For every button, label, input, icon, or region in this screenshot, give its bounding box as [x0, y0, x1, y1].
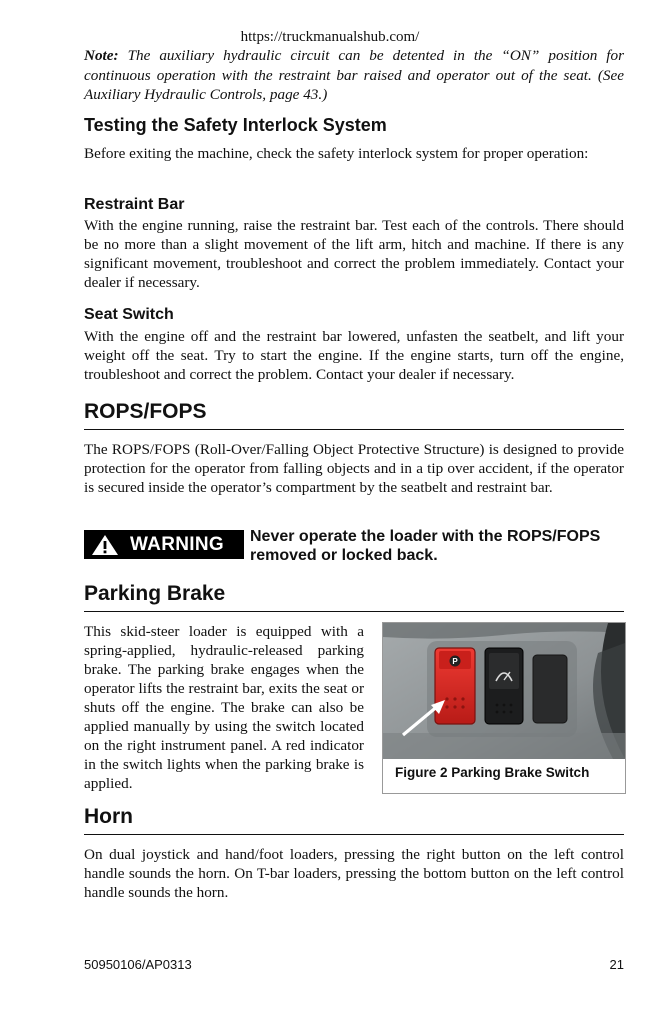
- restraint-bar-text: With the engine running, raise the restraint bar. Test each of the controls. There should be no more than a slight movement of the lift arm, hitch and machine. If there is any significant movement, troubleshoot and correct the problem immediately. Contact your dealer if necessary.: [84, 217, 624, 291]
- horn-text: On dual joystick and hand/foot loaders, pressing the right button on the left control handle sounds the horn. On T-bar loaders, pressing the bottom button on the left control handle sounds the horn.: [84, 846, 624, 901]
- warning-text: Never operate the loader with the ROPS/FOPS removed or locked back.: [250, 528, 601, 564]
- note-label: Note:: [84, 47, 119, 64]
- figure-caption: Figure 2 Parking Brake Switch: [395, 765, 590, 780]
- horn-heading: Horn: [84, 805, 133, 828]
- restraint-bar-heading: Restraint Bar: [84, 196, 185, 213]
- rops-text: The ROPS/FOPS (Roll-Over/Falling Object Protective Structure) is designed to provide protection for the operator from falling objects and in a tip over accident, if the operator is secured inside the operator’s compartment by the seatbelt and restraint bar.: [84, 441, 624, 496]
- warning-triangle-icon: [90, 533, 120, 557]
- warning-label: WARNING: [130, 533, 224, 555]
- parking-brake-text: This skid-steer loader is equipped with a spring-applied, hydraulic-released parking brake. The parking brake engages when the operator lifts the restraint bar, exits the seat or shuts off the engine. The brake can also be applied manually by using the switch located on the right instrument panel. A red indicator in the switch lights when the parking brake is applied.: [84, 623, 364, 792]
- parking-brake-switch-photo: [383, 623, 625, 759]
- seat-switch-heading: Seat Switch: [84, 306, 174, 323]
- note-text: The auxiliary hydraulic circuit can be detented in the “ON” position for continuous operation with the restraint bar raised and operator out of the seat. (See Auxiliary Hydraulic Controls, page 43.): [84, 47, 624, 103]
- horn-rule: [84, 834, 624, 835]
- header-url: https://truckmanualshub.com/: [240, 29, 420, 45]
- parking-brake-heading: Parking Brake: [84, 582, 226, 605]
- warning-badge: [84, 530, 244, 559]
- figure-parking-brake: [382, 622, 626, 794]
- seat-switch-text: With the engine off and the restraint bar lowered, unfasten the seatbelt, and lift your weight off the seat. Try to start the engine. If the engine starts, turn off the engine, troubleshoot and correct the problem. Contact your dealer if necessary.: [84, 328, 624, 383]
- testing-heading: Testing the Safety Interlock System: [84, 115, 387, 135]
- rops-heading: ROPS/FOPS: [84, 400, 207, 423]
- note-paragraph: [84, 46, 624, 105]
- footer-doc-number: 50950106/AP0313: [84, 957, 192, 972]
- switch-p-symbol: P: [452, 657, 458, 666]
- parking-brake-rule: [84, 611, 624, 612]
- rops-rule: [84, 429, 624, 430]
- footer-page-number: 21: [609, 957, 624, 972]
- testing-intro: Before exiting the machine, check the safety interlock system for proper operation:: [84, 145, 589, 162]
